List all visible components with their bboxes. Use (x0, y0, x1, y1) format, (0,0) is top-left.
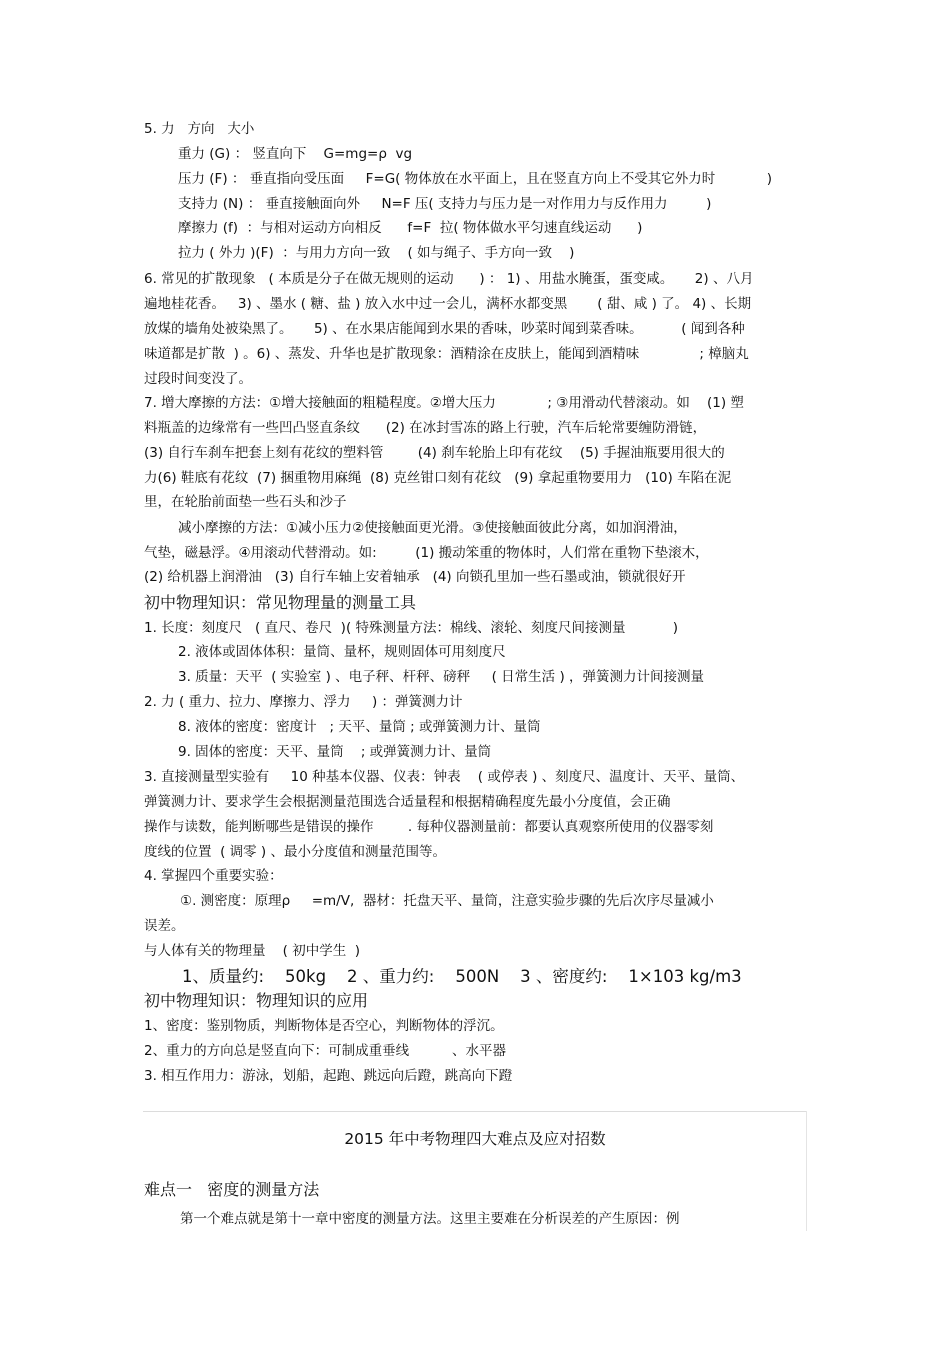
text-line: 7. 增大摩擦的方法：①增大接触面的粗糙程度。②增大压力 ; ③用滑动代替滚动。如 (1) 塑 (144, 395, 744, 411)
text-line: 摩擦力 (f) ：与相对运动方向相反 f=F 拉( 物体做水平匀速直线运动 ) (178, 220, 643, 236)
text-line: 与人体有关的物理量 ( 初中学生 ) (144, 943, 361, 959)
body-stats-line: 1、质量约: 50kg 2 、重力约: 500N 3 、密度约: 1×103 kg/m3 (182, 967, 742, 986)
text-line: 2、重力的方向总是竖直向下：可制成重垂线 、水平器 (144, 1043, 507, 1059)
text-line: 料瓶盖的边缘常有一些凹凸竖直条纹 (2) 在冰封雪冻的路上行驶，汽车后轮常要缠防滑链， (144, 420, 707, 436)
text-line: ①. 测密度：原理ρ =m/V, 器材：托盘天平、量筒，注意实验步骤的先后次序尽量减小 (180, 893, 714, 909)
text-line: 压力 (F) ： 垂直指向受压面 F=G( 物体放在水平面上，且在竖直方向上不受其它外力时 ) (178, 171, 772, 187)
text-line: 遍地桂花香。 3) 、墨水 ( 糖、盐 ) 放入水中过一会儿，满杯水都变黑 ( 甜、咸 ) 了。 4) 、长期 (144, 296, 752, 312)
text-line: 3. 直接测量型实验有 10 种基本仪器、仪表：钟表 ( 或停表 ) 、刻度尺、温度计、天平、量筒、 (144, 769, 745, 785)
text-line: 减小摩擦的方法：①减小压力②使接触面更光滑。③使接触面彼此分离，如加润滑油， (178, 520, 687, 536)
text-line: 3. 相互作用力：游泳，划船，起跑、跳远向后蹬，跳高向下蹬 (144, 1068, 513, 1084)
text-line: 力(6) 鞋底有花纹 (7) 捆重物用麻绳 (8) 克丝钳口刻有花纹 (9) 拿起重物要用力 (10) 车陷在泥 (144, 470, 732, 486)
text-line: 4. 掌握四个重要实验： (144, 868, 283, 884)
text-line: 支持力 (N) ： 垂直接触面向外 N=F 压( 支持力与压力是一对作用力与反作用力 ) (178, 196, 712, 212)
text-line: 8. 液体的密度：密度计 ; 天平、量筒 ; 或弹簧测力计、量筒 (178, 719, 541, 735)
text-line: (2) 给机器上润滑油 (3) 自行车轴上安着轴承 (4) 向锁孔里加一些石墨或油，锁就很好开 (144, 569, 686, 585)
article-heading: 难点一 密度的测量方法 (144, 1180, 320, 1199)
text-line: 2. 液体或固体体积：量筒、量杯，规则固体可用刻度尺 (178, 644, 506, 660)
text-line: 9. 固体的密度：天平、量筒 ; 或弹簧测力计、量筒 (178, 744, 492, 760)
text-line: 1. 长度：刻度尺 ( 直尺、卷尺 )( 特殊测量方法：棉线、滚轮、刻度尺间接测量 ) (144, 620, 678, 636)
text-line: 1、密度：鉴别物质，判断物体是否空心，判断物体的浮沉。 (144, 1018, 504, 1034)
text-line: 度线的位置 ( 调零 ) 、最小分度值和测量范围等。 (144, 844, 446, 860)
text-line: 气垫，磁悬浮。④用滚动代替滑动。如: (1) 搬动笨重的物体时，人们常在重物下垫滚木， (144, 545, 709, 561)
text-line: 放煤的墙角处被染黑了。 5) 、在水果店能闻到水果的香味，吵菜时闻到菜香味。 ( 闻到各种 (144, 321, 745, 337)
text-line: 拉力 ( 外力 )(F) ：与用力方向一致 ( 如与绳子、手方向一致 ) (178, 245, 575, 261)
text-line: (3) 自行车刹车把套上刻有花纹的塑料管 (4) 刹车轮胎上印有花纹 (5) 手握油瓶要用很大的 (144, 445, 725, 461)
text-line: 3. 质量：天平 ( 实验室 ) 、电子秤、杆秤、磅秤 ( 日常生活 ) ，弹簧测力计间接测量 (178, 669, 705, 685)
article-paragraph: 第一个难点就是第十一章中密度的测量方法。这里主要难在分析误差的产生原因：例 (180, 1211, 680, 1227)
text-line: 6. 常见的扩散现象 ( 本质是分子在做无规则的运动 ) ： 1) 、用盐水腌蛋，蛋变咸。 2) 、八月 (144, 271, 754, 287)
article-title: 2015 年中考物理四大难点及应对招数 (344, 1130, 606, 1148)
section-heading: 初中物理知识：物理知识的应用 (144, 991, 369, 1010)
text-line: 里，在轮胎前面垫一些石头和沙子 (144, 494, 347, 510)
text-line: 误差。 (144, 918, 185, 934)
text-line: 味道都是扩散 ) 。6) 、蒸发、升华也是扩散现象：酒精涂在皮肤上，能闻到酒精味 ; 樟脑丸 (144, 346, 749, 362)
text-line: 2. 力 ( 重力、拉力、摩擦力、浮力 ) ：弹簧测力计 (144, 694, 463, 710)
section-divider (143, 1111, 807, 1112)
text-line: 5. 力 方向 大小 (144, 121, 255, 137)
section-heading: 初中物理知识：常见物理量的测量工具 (144, 593, 417, 612)
text-line: 操作与读数，能判断哪些是错误的操作 . 每种仪器测量前：都要认真观察所使用的仪器零刻 (144, 819, 714, 835)
text-line: 弹簧测力计、要求学生会根据测量范围选合适量程和根据精确程度先最小分度值，会正确 (144, 794, 671, 810)
text-line: 过段时间变没了。 (144, 371, 252, 387)
text-line: 重力 (G) ： 竖直向下 G=mg=ρ vg (178, 146, 413, 162)
